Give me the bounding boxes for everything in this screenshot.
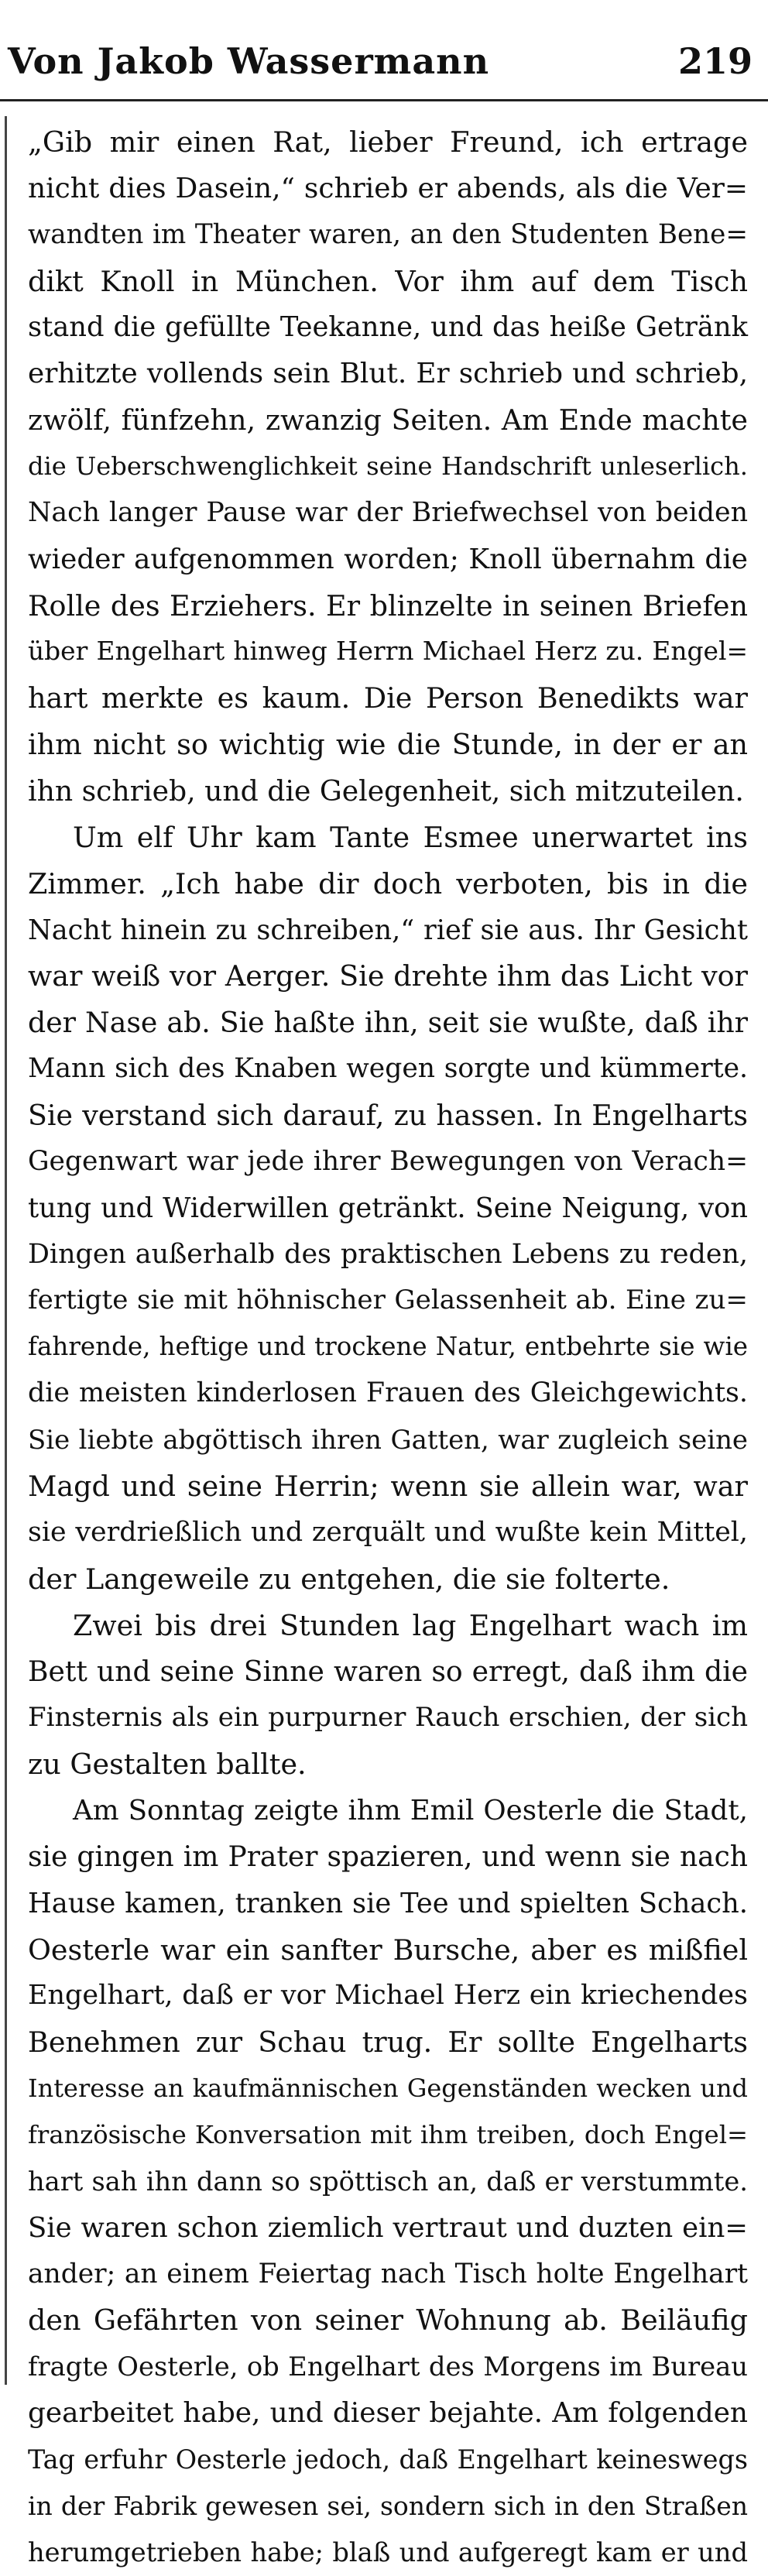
text-line: Zwei bis drei Stunden lag Engelhart wach im	[73, 1608, 748, 1642]
paragraph	[28, 1788, 748, 2576]
text-line: zwölf, fünfzehn, zwanzig Seiten. Am Ende machte	[28, 403, 748, 437]
paragraph	[28, 815, 748, 1603]
text-line: Oesterle war ein sanfter Bursche, aber es mißfiel	[28, 1933, 748, 1967]
text-line: Finsternis als ein purpurner Rauch erschien, der sich	[28, 1702, 748, 1734]
text-line: der Langeweile zu entgehen, die sie folterte.	[28, 1562, 670, 1596]
text-line: nicht dies Dasein,“ schrieb er abends, als die Ver=	[28, 172, 748, 204]
text-line: ihm nicht so wichtig wie die Stunde, in der er an	[28, 728, 748, 762]
text-line: Hause kamen, tranken sie Tee und spielten Schach.	[28, 1887, 748, 1919]
text-line: Um elf Uhr kam Tante Esmee unerwartet ins	[73, 820, 748, 854]
text-line: fahrende, heftige und trockene Natur, entbehrte sie wie	[28, 1332, 748, 1362]
text-line: Am Sonntag zeigte ihm Emil Oesterle die Stadt,	[73, 1794, 748, 1827]
body-text	[28, 119, 748, 2576]
text-line: herumgetrieben habe; blaß und aufgeregt kam er und	[28, 2537, 748, 2567]
text-line: Tag erfuhr Oesterle jedoch, daß Engelhart keineswegs	[28, 2444, 748, 2475]
text-line: Rolle des Erziehers. Er blinzelte in seinen Briefen	[28, 588, 748, 623]
text-line: über Engelhart hinweg Herrn Michael Herz zu. Engel=	[28, 636, 748, 667]
text-line: Nacht hinein zu schreiben,“ rief sie aus. Ihr Gesicht	[28, 914, 748, 946]
text-line: Dingen außerhalb des praktischen Lebens zu reden,	[28, 1238, 748, 1270]
text-line: Zimmer. „Ich habe dir doch verboten, bis in die	[28, 866, 748, 900]
text-line: Magd und seine Herrin; wenn sie allein war, war	[28, 1469, 748, 1503]
text-line: fragte Oesterle, ob Engelhart des Morgens im Bureau	[28, 2351, 748, 2382]
margin-rule	[5, 116, 7, 2385]
text-line: hart merkte es kaum. Die Person Benedikts war	[28, 681, 748, 715]
text-line: wandten im Theater waren, an den Studenten Bene=	[28, 218, 748, 250]
text-line: in der Fabrik gewesen sei, sondern sich in den Straßen	[28, 2490, 748, 2521]
text-line: die meisten kinderlosen Frauen des Gleichgewichts.	[28, 1377, 748, 1409]
text-line: ander; an einem Feiertag nach Tisch holte Engelhart	[28, 2258, 748, 2290]
text-line: Bett und seine Sinne waren so erregt, daß ihm die	[28, 1655, 748, 1689]
text-line: „Gib mir einen Rat, lieber Freund, ich ertrage	[28, 125, 748, 159]
running-head-title: Von Jakob Wassermann	[8, 40, 490, 82]
text-line: fertigte sie mit höhnischer Gelassenheit ab. Eine zu=	[28, 1285, 748, 1316]
text-line: sie gingen im Prater spazieren, und wenn sie nach	[28, 1840, 748, 1873]
text-line: sie verdrießlich und zerquält und wußte kein Mittel,	[28, 1516, 748, 1548]
text-line: die Ueberschwenglichkeit seine Handschrift unleserlich.	[28, 451, 748, 482]
text-line: Engelhart, daß er vor Michael Herz ein kriechendes	[28, 1980, 748, 2012]
paragraph	[28, 119, 748, 815]
text-line: Sie liebte abgöttisch ihren Gatten, war zugleich seine	[28, 1425, 748, 1456]
text-line: Sie verstand sich darauf, zu hassen. In Engelharts	[28, 1099, 748, 1133]
text-line: tung und Widerwillen getränkt. Seine Neigung, von	[28, 1192, 748, 1224]
header-rule	[0, 99, 768, 101]
text-line: stand die gefüllte Teekanne, und das heiße Getränk	[28, 311, 748, 344]
text-line: Sie waren schon ziemlich vertraut und duzten ein=	[28, 2211, 748, 2244]
text-line: Nach langer Pause war der Briefwechsel von beiden	[28, 496, 748, 528]
text-line: französische Konversation mit ihm treiben, doch Engel=	[28, 2119, 748, 2149]
text-line: gearbeitet habe, und dieser bejahte. Am folgenden	[28, 2397, 748, 2430]
page-number: 219	[677, 40, 753, 82]
running-head	[8, 34, 753, 88]
text-line: Benehmen zur Schau trug. Er sollte Engelharts	[28, 2025, 748, 2060]
text-line: der Nase ab. Sie haßte ihn, seit sie wußte, daß ihr	[28, 1006, 748, 1040]
text-line: war weiß vor Aerger. Sie drehte ihm das Licht vor	[28, 959, 748, 993]
text-line: Interesse an kaufmännischen Gegenständen wecken und	[28, 2073, 748, 2104]
text-line: den Gefährten von seiner Wohnung ab. Beiläufig	[28, 2303, 748, 2338]
paragraph	[28, 1603, 748, 1788]
text-line: dikt Knoll in München. Vor ihm auf dem Tisch	[28, 264, 748, 298]
text-line: Gegenwart war jede ihrer Bewegungen von Verach=	[28, 1145, 748, 1177]
text-line: Mann sich des Knaben wegen sorgte und kümmerte.	[28, 1053, 748, 1085]
text-line: zu Gestalten ballte.	[28, 1748, 307, 1782]
text-line: wieder aufgenommen worden; Knoll übernahm die	[28, 543, 748, 575]
text-line: hart sah ihn dann so spöttisch an, daß er verstummte.	[28, 2166, 748, 2197]
text-line: ihn schrieb, und die Gelegenheit, sich mitzuteilen.	[28, 774, 744, 808]
text-line: erhitzte vollends sein Blut. Er schrieb und schrieb,	[28, 358, 748, 390]
